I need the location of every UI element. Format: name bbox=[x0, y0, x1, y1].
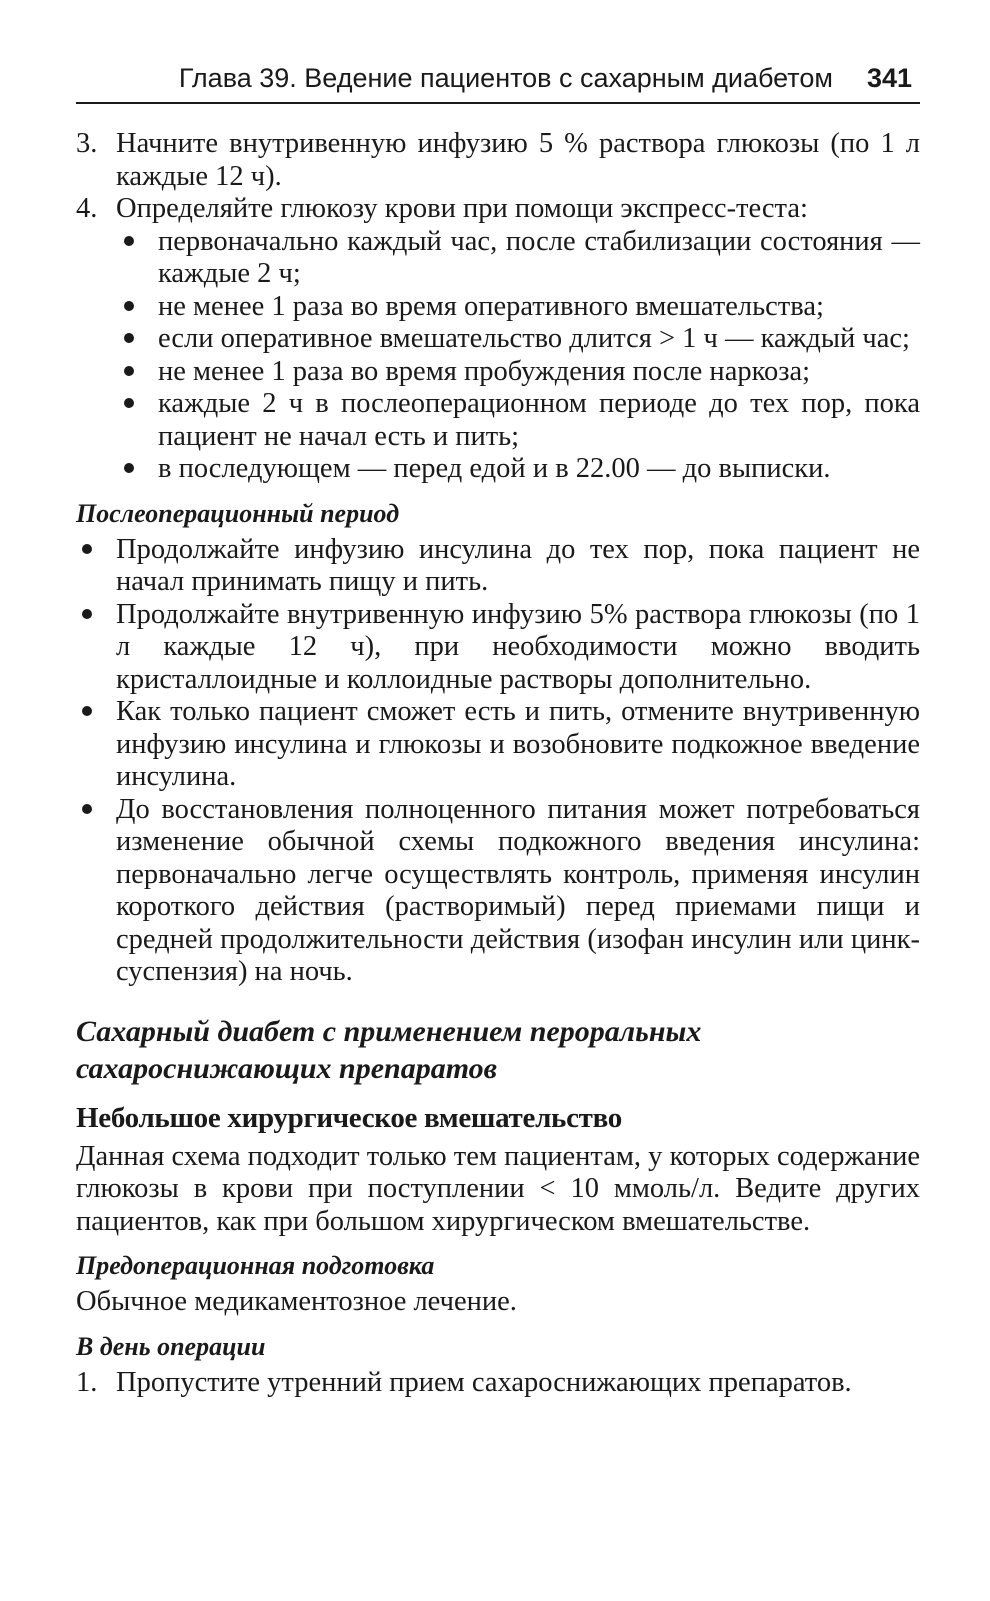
running-header bbox=[76, 62, 920, 104]
intro-paragraph: Данная схема подходит только тем пациентам, у которых содержание глюкозы в крови при поступлении < 10 ммоль/л. Ведите других пациентов, как при большом хирургическом вмешательстве. bbox=[76, 1140, 920, 1237]
bullet-text: До восстановления полноценного питания может потребоваться изменение обычной схемы подкожного введения инсулина: первоначально легче осуществлять контроль, применяя инсулин короткого действия (растворимый) перед приемами пищи и средней продолжительности действия (изофан инсулин или цинк-суспензия) на ночь. bbox=[116, 793, 920, 987]
list-item bbox=[76, 534, 920, 599]
postop-bullets bbox=[76, 534, 920, 989]
section-title: Сахарный диабет с применением пероральных сахароснижающих препаратов bbox=[76, 1014, 702, 1085]
postop-heading: Послеоперационный период bbox=[76, 498, 400, 528]
list-item-1 bbox=[76, 1367, 920, 1400]
bullet-text: Продолжайте инфузию инсулина до тех пор, пока пациент не начал принимать пищу и пить. bbox=[116, 533, 920, 597]
item-text: Определяйте глюкозу крови при помощи экспресс-теста: bbox=[116, 193, 808, 224]
chapter-title: Глава 39. Ведение пациентов с сахарным диабетом bbox=[178, 63, 833, 93]
list-item bbox=[76, 794, 920, 989]
bullet-icon bbox=[124, 323, 134, 356]
list-item bbox=[76, 388, 920, 453]
preop-text: Обычное медикаментозное лечение. bbox=[76, 1286, 517, 1317]
item-number: 1. bbox=[76, 1366, 98, 1398]
list-item bbox=[76, 323, 920, 356]
list-item-3 bbox=[76, 128, 920, 193]
bullet-icon bbox=[82, 696, 92, 729]
bullet-icon bbox=[124, 356, 134, 389]
bullet-icon bbox=[124, 453, 134, 486]
bullet-icon bbox=[82, 599, 92, 632]
item-number: 3. bbox=[76, 128, 98, 159]
subsection-title: Небольшое хирургическое вмешательство bbox=[76, 1101, 622, 1134]
list-item bbox=[76, 696, 920, 794]
bullet-icon bbox=[82, 794, 92, 827]
list-item bbox=[76, 453, 920, 486]
list-item bbox=[76, 226, 920, 291]
numbered-list bbox=[76, 128, 920, 486]
list-item bbox=[76, 291, 920, 324]
bullet-text: Продолжайте внутривенную инфузию 5% раствора глюкозы (по 1 л каждые 12 ч), при необходимости можно вводить кристаллоидные и коллоидные растворы дополнительно. bbox=[116, 598, 920, 695]
bullet-icon bbox=[124, 226, 134, 259]
list-item-4 bbox=[76, 193, 920, 226]
surgery-day-heading: В день операции bbox=[76, 1331, 266, 1361]
preop-heading: Предоперационная подготовка bbox=[76, 1251, 435, 1280]
bullet-icon bbox=[124, 388, 134, 421]
list-item bbox=[76, 356, 920, 389]
bullet-icon bbox=[124, 291, 134, 324]
bullet-icon bbox=[82, 534, 92, 567]
glucose-monitoring-bullets bbox=[76, 226, 920, 486]
page-number: 341 bbox=[866, 63, 912, 93]
bullet-text: не менее 1 раза во время оперативного вмешательства; bbox=[158, 290, 824, 322]
bullet-text: каждые 2 ч в послеоперационном периоде до тех пор, пока пациент не начал есть и пить; bbox=[158, 388, 920, 452]
bullet-text: первоначально каждый час, после стабилизации состояния — каждые 2 ч; bbox=[158, 225, 920, 289]
bullet-text: в последующем — перед едой и в 22.00 — до выписки. bbox=[158, 453, 831, 484]
item-text: Пропустите утренний прием сахароснижающих препаратов. bbox=[116, 1366, 852, 1398]
bullet-text: не менее 1 раза во время пробуждения после наркоза; bbox=[158, 355, 811, 387]
bullet-text: Как только пациент сможет есть и пить, отмените внутривенную инфузию инсулина и глюкозы и возобновите подкожное введение инсулина. bbox=[116, 696, 920, 792]
list-item bbox=[76, 599, 920, 697]
bullet-text: если оперативное вмешательство длится > 1 ч — каждый час; bbox=[158, 323, 910, 354]
item-text: Начните внутривенную инфузию 5 % раствора глюкозы (по 1 л каждые 12 ч). bbox=[116, 128, 920, 192]
item-number: 4. bbox=[76, 193, 98, 224]
